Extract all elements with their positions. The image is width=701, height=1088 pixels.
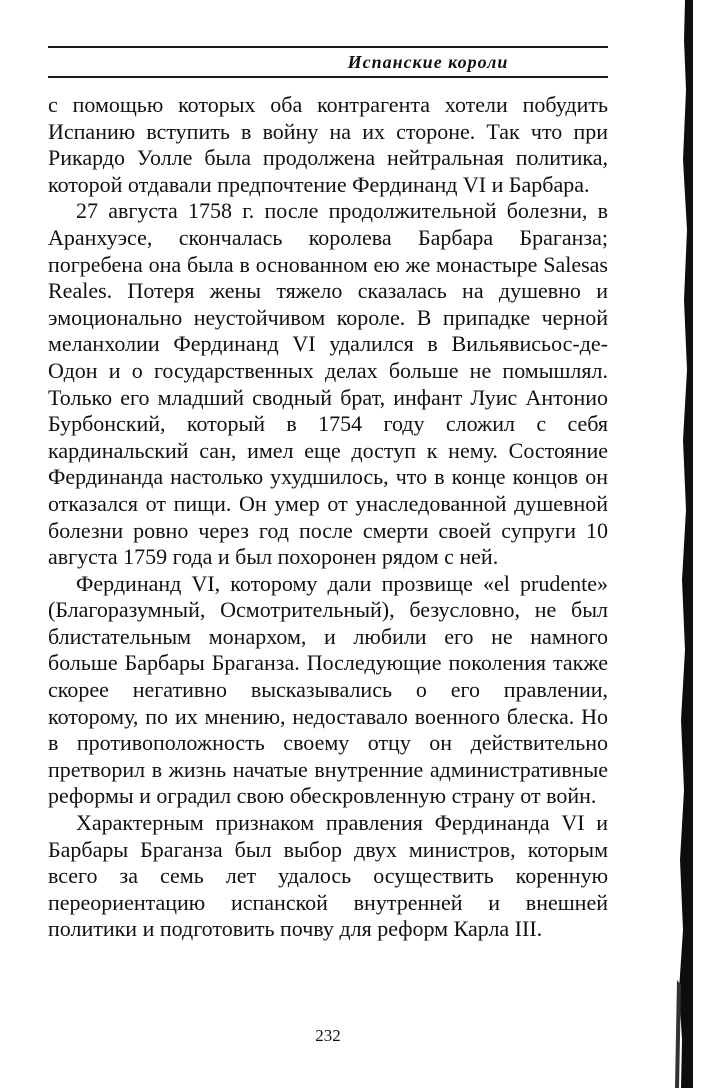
running-header: [48, 46, 608, 78]
page-number: 232: [315, 1026, 341, 1045]
paragraph: Фердинанд VI, которому дали прозвище «el prudente» (Благоразумный, Осмотрительный), безусловно, не был блистательным монархом, и любили его не намного больше Барбары Браганза. Последующие поколения также скорее негативно высказывались о его правлении, которому, по их мнению, недоставало военного блеска. Но в противоположность своему отцу он действительно претворил в жизнь начатые внутренние административные реформы и оградил свою обескровленную страну от войн.: [48, 570, 608, 809]
paragraph: 27 августа 1758 г. после продолжительной болезни, в Аранхуэсе, скончалась королева Барбара Браганза; погребена она была в основанном ею же монастыре Salesas Reales. Потеря жены тяжело сказалась на душевно и эмоционально неустойчивом короле. В припадке черной меланхолии Фердинанд VI удалился в Вильявисьос-де-Одон и о государственных делах больше не помышлял. Только его младший сводный брат, инфант Луис Антонио Бурбонский, который в 1754 году сложил с себя кардинальский сан, имел еще доступ к нему. Состояние Фердинанда настолько ухудшилось, что в конце концов он отказался от пищи. Он умер от унаследованной душевной болезни ровно через год после смерти своей супруги 10 августа 1759 года и был похоронен рядом с ней.: [48, 198, 608, 570]
paragraph-continued: с помощью которых оба контрагента хотели побудить Испанию вступить в войну на их стороне. Так что при Рикардо Уолле была продолжена нейтральная политика, которой отдавали предпочтение Фердинанд VI и Барбара.: [48, 92, 608, 197]
body-text: [48, 92, 608, 943]
paragraph: Характерным признаком правления Фердинанда VI и Барбары Браганза был выбор двух министров, которым всего за семь лет удалось осуществить коренную переориентацию испанской внутренней и внешней политики и подготовить почву для реформ Карла III.: [48, 810, 608, 942]
binding-shadow: [667, 0, 695, 1088]
binding-shadow-shape: [667, 0, 695, 1088]
running-title: Испанские короли: [347, 52, 509, 72]
